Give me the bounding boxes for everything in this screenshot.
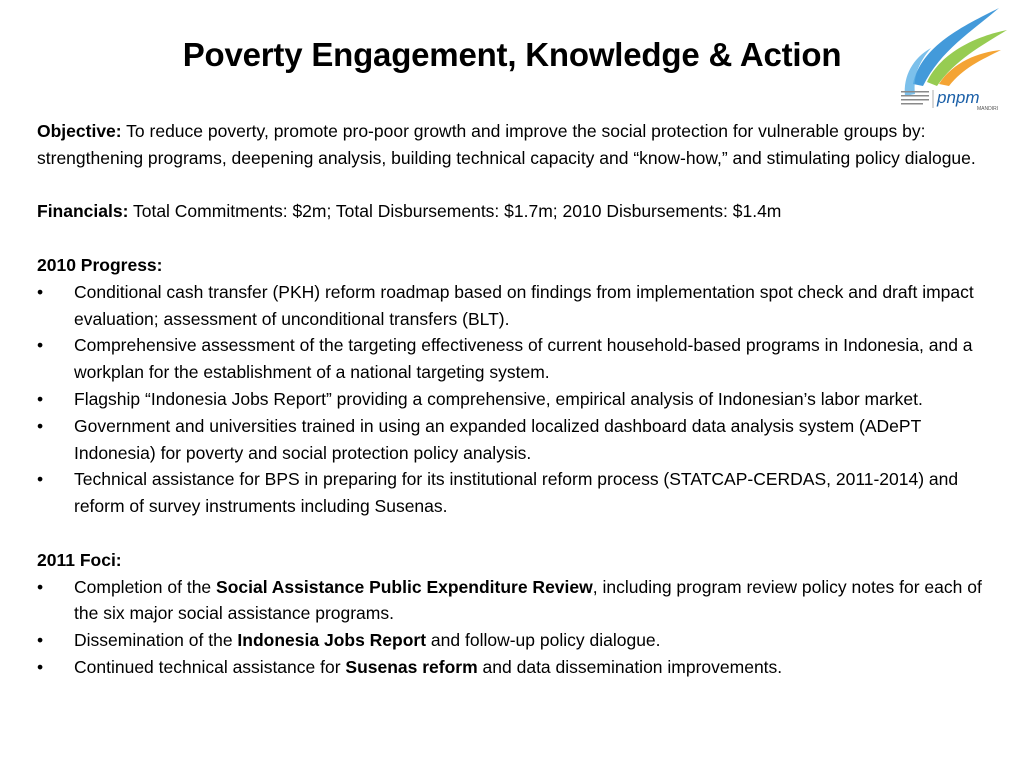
list-item xyxy=(37,627,987,654)
objective-paragraph xyxy=(37,118,987,172)
slide-content xyxy=(37,118,987,681)
financials-label: Financials: xyxy=(37,201,129,222)
list-item-emphasis: Susenas reform xyxy=(345,656,478,677)
bullet-icon: • xyxy=(37,415,44,436)
list-item-text: and data dissemination improvements. xyxy=(477,656,783,677)
progress-heading: 2010 Progress: xyxy=(37,254,163,275)
bullet-icon: • xyxy=(37,656,44,677)
objective-label: Objective: xyxy=(37,121,122,141)
list-item xyxy=(37,413,987,467)
pnpm-mandiri-logo xyxy=(893,6,1013,112)
progress-list xyxy=(37,279,987,520)
bullet-icon: • xyxy=(37,388,44,409)
list-item-emphasis: Social Assistance Public Expenditure Review xyxy=(216,576,593,597)
bullet-icon: • xyxy=(37,281,44,302)
list-item-text: Government and universities trained in using an expanded localized dashboard data analysis system (ADePT Indonesia) for poverty and social protection policy analysis. xyxy=(74,415,921,463)
list-item xyxy=(37,574,987,628)
financials-text: Total Commitments: $2m; Total Disbursements: $1.7m; 2010 Disbursements: $1.4m xyxy=(132,201,782,222)
logo-graphic xyxy=(893,6,1013,112)
bullet-icon: • xyxy=(37,469,44,490)
list-item-text: Flagship “Indonesia Jobs Report” providing a comprehensive, empirical analysis of Indonesian’s labor market. xyxy=(74,388,923,409)
logo-sub-text: MANDIRI xyxy=(977,106,999,112)
bullet-icon: • xyxy=(37,335,44,356)
slide-title: Poverty Engagement, Knowledge & Action xyxy=(182,36,842,73)
bullet-icon: • xyxy=(37,630,44,651)
list-item-emphasis: Indonesia Jobs Report xyxy=(237,630,427,651)
list-item xyxy=(37,654,987,681)
foci-list xyxy=(37,574,987,681)
financials-paragraph xyxy=(37,198,987,225)
bullet-icon: • xyxy=(37,576,44,597)
list-item-text: Continued technical assistance for xyxy=(74,656,346,677)
list-item xyxy=(37,386,987,413)
list-item-text: and follow-up policy dialogue. xyxy=(426,630,661,651)
list-item-text: Dissemination of the xyxy=(74,630,238,651)
list-item-text: Technical assistance for BPS in preparing for its institutional reform process (STATCAP-CERDAS, 2011-2014) and reform of survey instruments including Susenas. xyxy=(74,469,959,517)
logo-brand-text: pnpm xyxy=(937,88,980,107)
list-item xyxy=(37,466,987,520)
list-item-text: Conditional cash transfer (PKH) reform roadmap based on findings from implementation spot check and draft impact evaluation; assessment of unconditional transfers (BLT). xyxy=(74,281,974,329)
list-item-text: Comprehensive assessment of the targeting effectiveness of current household-based programs in Indonesia, and a workplan for the establishment of a national targeting system. xyxy=(74,335,973,383)
objective-text: To reduce poverty, promote pro-poor growth and improve the social protection for vulnerable groups by: strengthening programs, deepening analysis, building technical capacity and “know-how,” and stimulating policy dialogue. xyxy=(37,121,976,168)
list-item-text: , including program review policy notes for each of the six major social assistance programs. xyxy=(74,576,982,624)
list-item xyxy=(37,279,987,333)
foci-heading: 2011 Foci: xyxy=(37,549,122,570)
list-item xyxy=(37,332,987,386)
list-item-text: Completion of the xyxy=(74,576,217,597)
